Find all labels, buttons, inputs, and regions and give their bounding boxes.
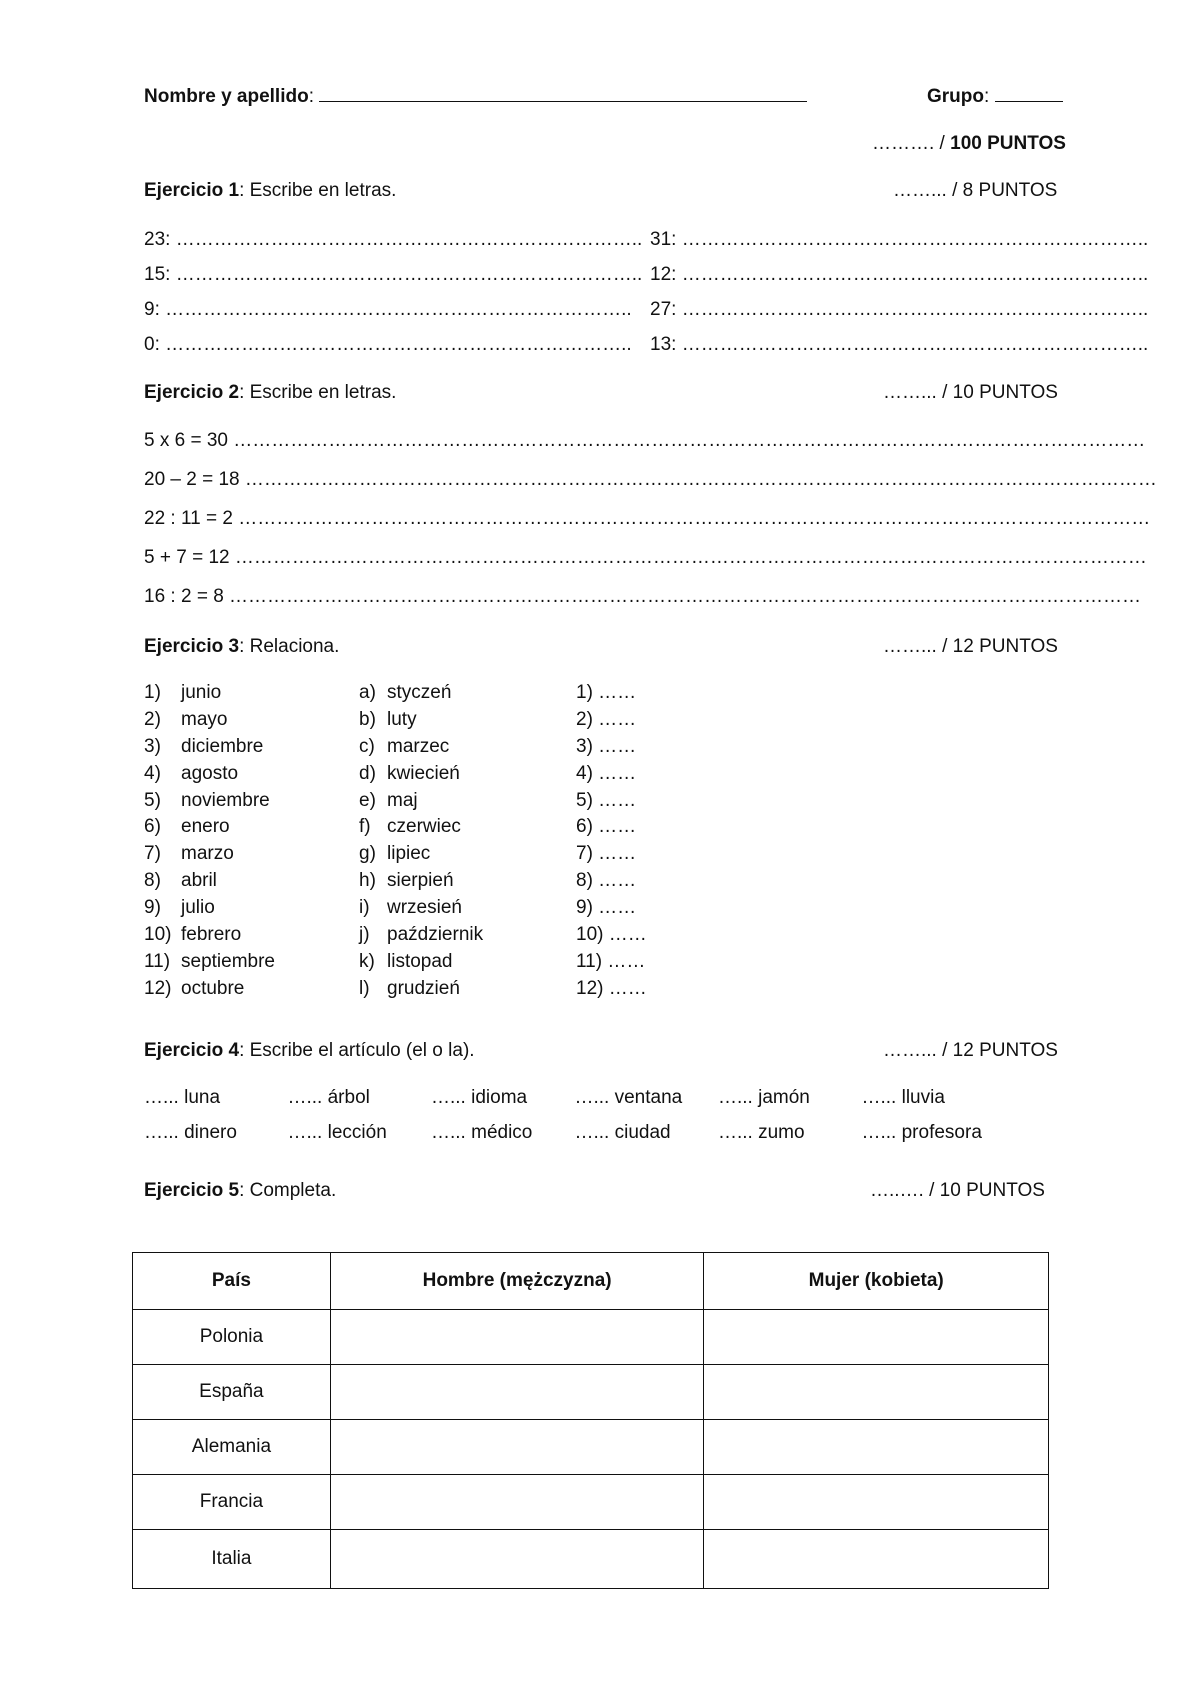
name-label: Nombre y apellido xyxy=(144,86,309,107)
list-item: c) marzec xyxy=(359,735,450,757)
list-item: 9) julio xyxy=(144,897,215,919)
list-item: l) grudzień xyxy=(359,977,460,999)
article-row-2 xyxy=(144,1122,1005,1144)
spanish-months-list xyxy=(144,680,275,1003)
list-item: 3) diciembre xyxy=(144,735,264,757)
country-cell: Alemania xyxy=(133,1420,331,1475)
exercise-5-heading: Ejercicio 5: Completa. xyxy=(144,1180,337,1201)
exercise-2-heading: Ejercicio 2: Escribe en letras. xyxy=(144,382,397,403)
table-row xyxy=(133,1420,1049,1475)
table-row xyxy=(133,1530,1049,1589)
ex2-item[interactable]: 16 : 2 = 8 ……………………………………………………………………………………………………………………………… xyxy=(144,586,1142,607)
ex1-item[interactable]: 12: ……………………………………………………………….. xyxy=(650,264,1149,285)
answers-list xyxy=(576,680,647,1003)
table-row xyxy=(133,1365,1049,1420)
exercise-3-score: ……... / 12 PUNTOS xyxy=(883,636,1058,657)
ex1-item[interactable]: 0: ……………………………………………………………….. xyxy=(144,334,632,355)
ex2-item[interactable]: 22 : 11 = 2 ……………………………………………………………………………………………………………………………… xyxy=(144,508,1151,529)
ex1-item[interactable]: 9: ……………………………………………………………….. xyxy=(144,299,632,320)
list-item: 1) junio xyxy=(144,682,222,703)
article-item[interactable]: …... lección xyxy=(287,1122,387,1143)
total-dots: ………. xyxy=(872,133,935,154)
exercise-1-score: ……... / 8 PUNTOS xyxy=(893,180,1058,201)
article-item[interactable]: …... ventana xyxy=(574,1087,683,1108)
column-header: Hombre (mężczyzna) xyxy=(330,1253,704,1310)
article-item[interactable]: …... luna xyxy=(144,1087,221,1108)
article-item[interactable]: …... jamón xyxy=(718,1087,810,1108)
article-item[interactable]: …... lluvia xyxy=(861,1087,945,1108)
exercise-2-score: ……... / 10 PUNTOS xyxy=(883,382,1058,403)
article-item[interactable]: …... ciudad xyxy=(574,1122,671,1143)
list-item: 5) noviembre xyxy=(144,789,270,811)
ex1-item[interactable]: 15: ……………………………………………………………….. xyxy=(144,264,643,285)
country-cell: España xyxy=(133,1365,331,1420)
ex1-item[interactable]: 27: ……………………………………………………………….. xyxy=(650,299,1149,320)
column-header: País xyxy=(133,1253,331,1310)
answer-blank[interactable]: 2) …… xyxy=(576,708,637,730)
country-cell: Italia xyxy=(133,1530,331,1589)
answer-blank[interactable]: 3) …… xyxy=(576,735,637,757)
article-item[interactable]: …... dinero xyxy=(144,1122,237,1143)
name-field: Nombre y apellido: xyxy=(144,86,807,108)
answer-blank[interactable]: 11) …… xyxy=(576,950,646,972)
column-header: Mujer (kobieta) xyxy=(704,1253,1049,1310)
ex1-item[interactable]: 23: ……………………………………………………………….. xyxy=(144,229,643,250)
country-cell: Francia xyxy=(133,1475,331,1530)
list-item: j) październik xyxy=(359,924,484,946)
list-item: 12) octubre xyxy=(144,977,245,999)
list-item: h) sierpień xyxy=(359,870,454,892)
name-blank[interactable] xyxy=(319,101,807,102)
answer-blank[interactable]: 5) …… xyxy=(576,789,637,811)
polish-months-list xyxy=(359,680,483,1003)
answer-blank[interactable]: 9) …… xyxy=(576,897,637,919)
total-points: 100 PUNTOS xyxy=(950,133,1066,154)
group-label: Grupo xyxy=(927,86,984,107)
answer-blank[interactable]: 6) …… xyxy=(576,816,637,838)
list-item: 4) agosto xyxy=(144,762,239,784)
answer-blank[interactable]: 10) …… xyxy=(576,924,647,946)
answer-cell[interactable] xyxy=(704,1420,1049,1475)
country-cell: Polonia xyxy=(133,1310,331,1365)
list-item: b) luty xyxy=(359,708,417,730)
answer-cell[interactable] xyxy=(330,1310,704,1365)
list-item: f) czerwiec xyxy=(359,816,461,838)
exercise-4-heading: Ejercicio 4: Escribe el artículo (el o la). xyxy=(144,1040,475,1061)
ex1-item[interactable]: 31: ……………………………………………………………….. xyxy=(650,229,1149,250)
list-item: 11) septiembre xyxy=(144,950,275,972)
answer-cell[interactable] xyxy=(704,1310,1049,1365)
answer-cell[interactable] xyxy=(330,1365,704,1420)
article-item[interactable]: …... médico xyxy=(431,1122,533,1143)
list-item: 8) abril xyxy=(144,870,217,892)
group-field: Grupo: xyxy=(927,86,1063,108)
answer-blank[interactable]: 12) …… xyxy=(576,977,647,999)
table-header-row xyxy=(133,1253,1049,1310)
article-row-1 xyxy=(144,1087,1005,1109)
answer-cell[interactable] xyxy=(330,1420,704,1475)
exercise-3-heading: Ejercicio 3: Relaciona. xyxy=(144,636,340,657)
exercise-4-score: ……... / 12 PUNTOS xyxy=(883,1040,1058,1061)
list-item: g) lipiec xyxy=(359,843,431,865)
list-item: 10) febrero xyxy=(144,924,242,946)
list-item: 2) mayo xyxy=(144,708,228,730)
answer-blank[interactable]: 4) …… xyxy=(576,762,637,784)
ex2-item[interactable]: 5 x 6 = 30 ……………………………………………………………………………………………………………………………… xyxy=(144,430,1146,451)
article-item[interactable]: …... profesora xyxy=(861,1122,982,1143)
answer-blank[interactable]: 7) …… xyxy=(576,843,637,865)
answer-cell[interactable] xyxy=(704,1365,1049,1420)
list-item: k) listopad xyxy=(359,950,453,972)
ex2-item[interactable]: 20 – 2 = 18 ……………………………………………………………………………………………………………………………… xyxy=(144,469,1157,490)
article-item[interactable]: …... árbol xyxy=(287,1087,370,1108)
answer-blank[interactable]: 1) …… xyxy=(576,682,637,703)
answer-blank[interactable]: 8) …… xyxy=(576,870,637,892)
answer-cell[interactable] xyxy=(704,1475,1049,1530)
total-score: ………. / 100 PUNTOS xyxy=(872,133,1066,154)
exercise-5-score: …..…. / 10 PUNTOS xyxy=(870,1180,1045,1201)
table-row xyxy=(133,1310,1049,1365)
list-item: i) wrzesień xyxy=(359,897,462,919)
answer-cell[interactable] xyxy=(330,1530,704,1589)
list-item: a) styczeń xyxy=(359,682,452,703)
list-item: 7) marzo xyxy=(144,843,234,865)
list-item: e) maj xyxy=(359,789,418,811)
table-row xyxy=(133,1475,1049,1530)
list-item: d) kwiecień xyxy=(359,762,460,784)
answer-cell[interactable] xyxy=(704,1530,1049,1589)
ex1-item[interactable]: 13: ……………………………………………………………….. xyxy=(650,334,1149,355)
answer-cell[interactable] xyxy=(330,1475,704,1530)
article-item[interactable]: …... zumo xyxy=(718,1122,805,1143)
nationality-table xyxy=(132,1252,1049,1589)
ex2-item[interactable]: 5 + 7 = 12 ……………………………………………………………………………………………………………………………… xyxy=(144,547,1147,568)
article-item[interactable]: …... idioma xyxy=(431,1087,528,1108)
exercise-1-heading: Ejercicio 1: Escribe en letras. xyxy=(144,180,397,201)
group-blank[interactable] xyxy=(995,101,1063,102)
list-item: 6) enero xyxy=(144,816,230,838)
